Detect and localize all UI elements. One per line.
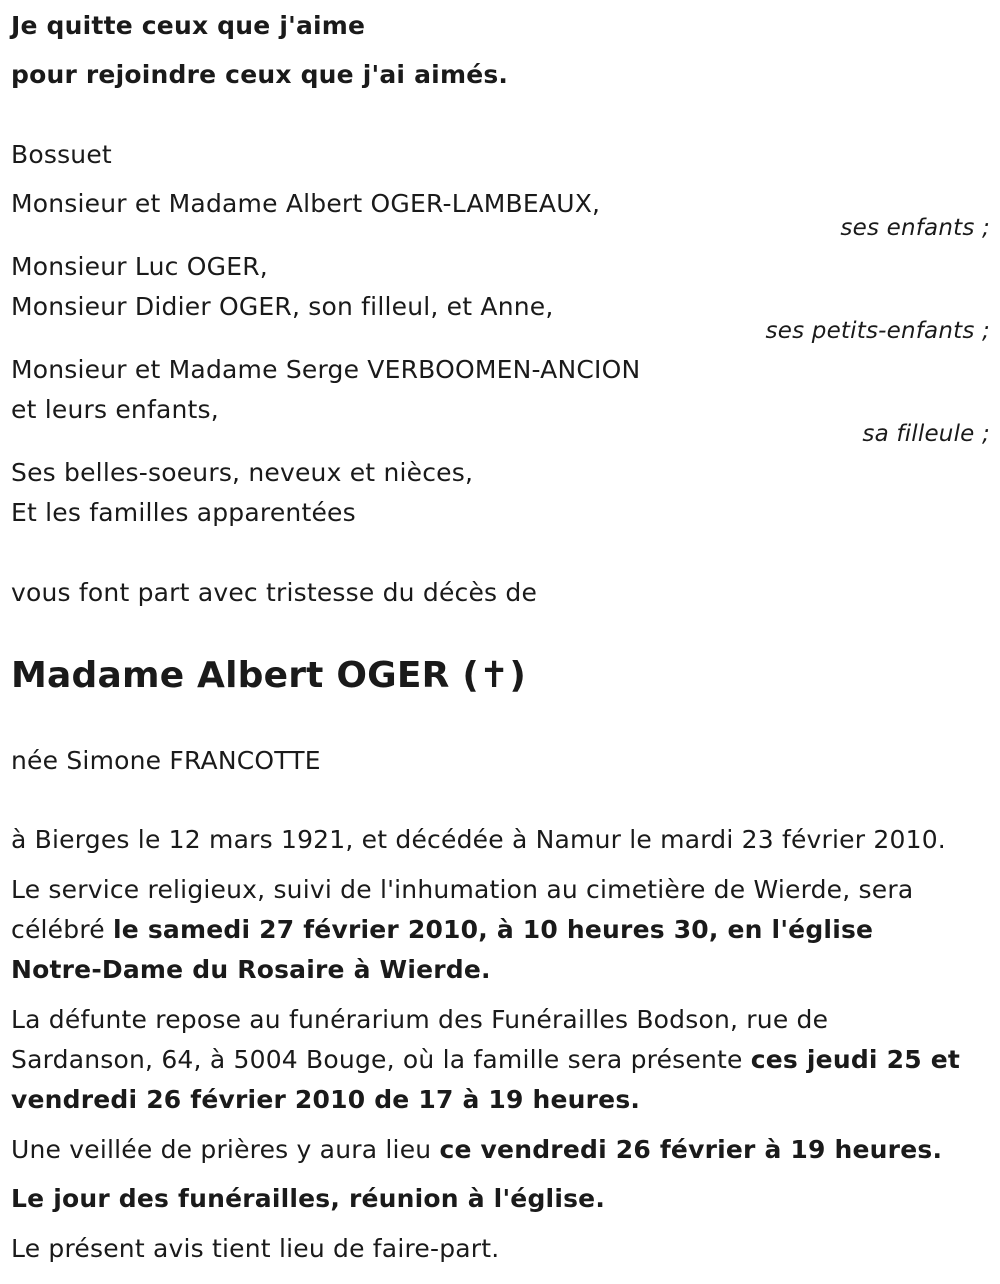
family-group-4-line-2: Et les familles apparentées [11, 498, 356, 527]
notice-line: Le présent avis tient lieu de faire-part. [11, 1234, 500, 1263]
service-line-1: Le service religieux, suivi de l'inhumation au cimetière de Wierde, sera [11, 875, 914, 904]
family-group-1: Monsieur et Madame Albert OGER-LAMBEAUX, [11, 189, 601, 218]
vigil-date: ce vendredi 26 février à 19 heures. [439, 1135, 943, 1164]
family-group-2-line-1: Monsieur Luc OGER, [11, 252, 268, 281]
meeting-line: Le jour des funérailles, réunion à l'église. [11, 1184, 606, 1213]
epigraph-line-1: Je quitte ceux que j'aime [11, 11, 366, 40]
vigil-line [11, 1135, 942, 1165]
epigraph-attribution: Bossuet [11, 140, 112, 169]
birth-death-dates: à Bierges le 12 mars 1921, et décédée à Namur le mardi 23 février 2010. [11, 825, 946, 854]
birth-name: née Simone FRANCOTTE [11, 746, 321, 775]
repose-line-1: La défunte repose au funérarium des Funérailles Bodson, rue de [11, 1005, 829, 1034]
repose-line-3: vendredi 26 février 2010 de 17 à 19 heures. [11, 1085, 641, 1114]
relation-goddaughter: sa filleule ; [862, 421, 990, 447]
relation-grandchildren: ses petits-enfants ; [765, 318, 990, 344]
service-line-2 [11, 915, 873, 945]
repose-dates-start: ces jeudi 25 et [750, 1045, 960, 1074]
service-line-3: Notre-Dame du Rosaire à Wierde. [11, 955, 491, 984]
epigraph-line-2: pour rejoindre ceux que j'ai aimés. [11, 60, 509, 89]
repose-line-2 [11, 1045, 960, 1075]
deceased-name: Madame Albert OGER (✝) [11, 655, 526, 696]
service-date: le samedi 27 février 2010, à 10 heures 30, en l'église [112, 915, 874, 944]
family-group-3-line-2: et leurs enfants, [11, 395, 219, 424]
vigil-text: Une veillée de prières y aura lieu [11, 1135, 440, 1164]
announcement: vous font part avec tristesse du décès de [11, 578, 538, 607]
family-group-4-line-1: Ses belles-soeurs, neveux et nièces, [11, 458, 474, 487]
family-group-3-line-1: Monsieur et Madame Serge VERBOOMEN-ANCION [11, 355, 641, 384]
service-celebre: célébré [11, 915, 113, 944]
repose-address: Sardanson, 64, à 5004 Bouge, où la famille sera présente [11, 1045, 751, 1074]
family-group-2-line-2: Monsieur Didier OGER, son filleul, et Anne, [11, 292, 554, 321]
relation-children: ses enfants ; [840, 215, 990, 241]
